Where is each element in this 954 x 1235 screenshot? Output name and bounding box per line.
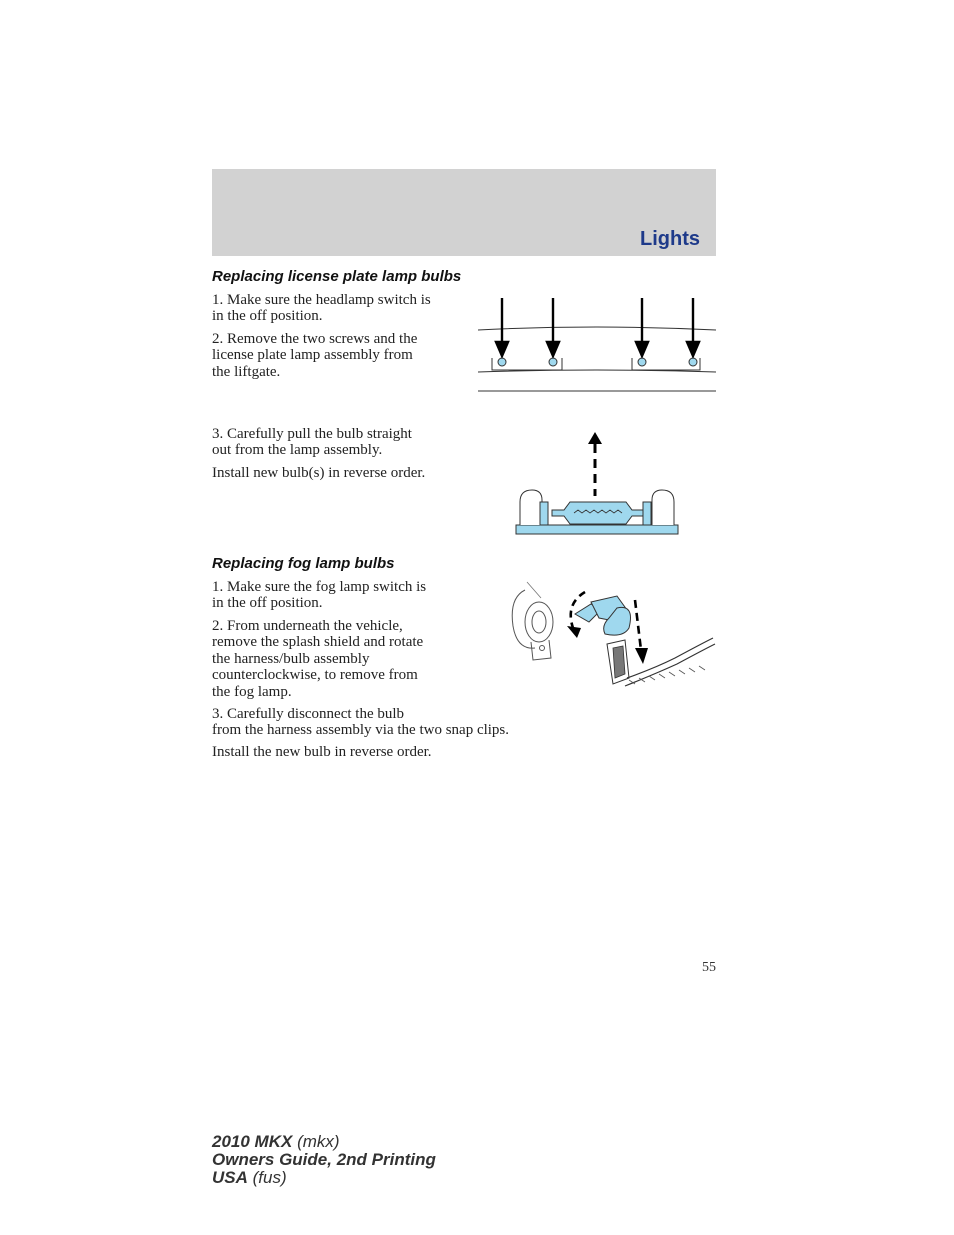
step-2-fog: 2. From underneath the vehicle, remove the splash shield and rotate the harness/bulb assembly counterclockwise, to remove from the fog lamp. (212, 618, 424, 700)
document-footer (212, 1133, 436, 1187)
section-header-band (212, 169, 716, 256)
step-1-license: 1. Make sure the headlamp switch is in the off position. (212, 292, 431, 325)
footer-line-3 (212, 1169, 436, 1187)
footer-line-1 (212, 1133, 436, 1151)
footer-model: 2010 MKX (212, 1132, 293, 1151)
fog-lamp-bulb-removal-figure (505, 578, 717, 702)
step-3-fog: 3. Carefully disconnect the bulb from the harness assembly via the two snap clips. (212, 706, 510, 739)
footer-market-code: (fus) (252, 1168, 287, 1187)
footer-model-code: (mkx) (297, 1132, 340, 1151)
heading-license-plate: Replacing license plate lamp bulbs (212, 268, 462, 285)
footer-market: USA (212, 1168, 248, 1187)
license-plate-lamp-screws-figure (476, 296, 718, 394)
license-plate-bulb-removal-figure (512, 430, 682, 538)
install-note-license: Install new bulb(s) in reverse order. (212, 465, 426, 481)
install-note-fog: Install the new bulb in reverse order. (212, 744, 432, 760)
footer-guide-edition: Owners Guide, 2nd Printing (212, 1150, 436, 1169)
step-1-fog: 1. Make sure the fog lamp switch is in the off position. (212, 579, 427, 612)
page-number: 55 (702, 960, 716, 975)
footer-line-2 (212, 1151, 436, 1169)
step-2-license: 2. Remove the two screws and the license plate lamp assembly from the liftgate. (212, 331, 418, 380)
step-3-license: 3. Carefully pull the bulb straight out from the lamp assembly. (212, 426, 412, 459)
section-title: Lights (640, 228, 700, 250)
heading-fog-lamp: Replacing fog lamp bulbs (212, 555, 395, 572)
